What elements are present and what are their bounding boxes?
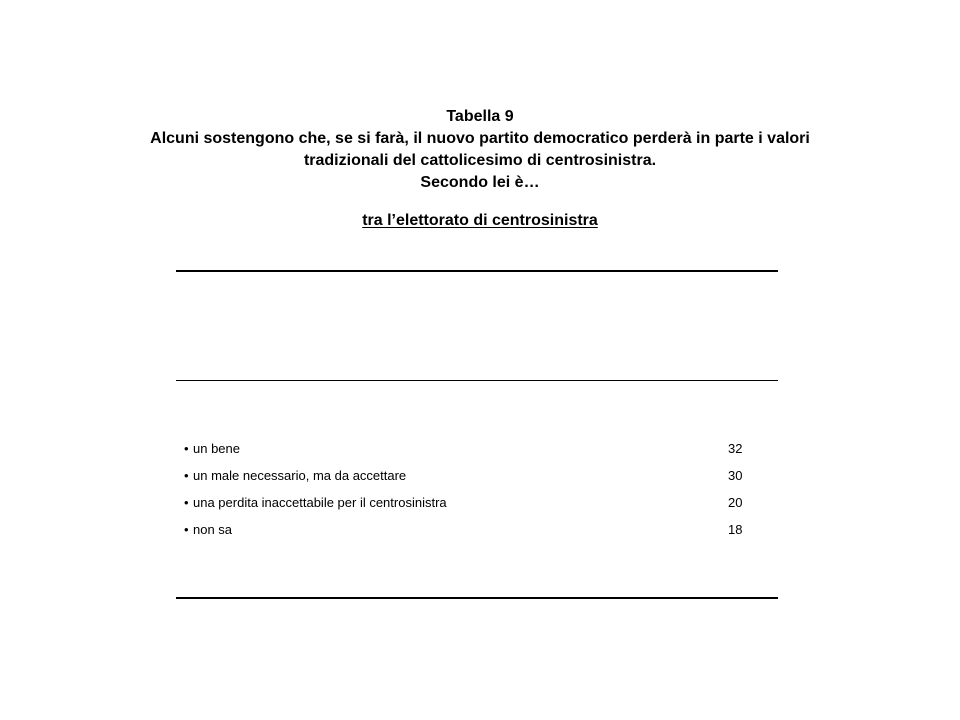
bullet-icon: • [184,468,189,483]
row-label: un male necessario, ma da accettare [193,468,407,483]
question-line-1: Alcuni sostengono che, se si farà, il nuovo partito democratico perderà in parte i valori [150,130,810,147]
row-label: una perdita inaccettabile per il centrosinistra [193,495,447,510]
question-line-2: tradizionali del cattolicesimo di centrosinistra. [303,152,657,169]
table-row [184,467,764,494]
bottom-rule [176,597,778,599]
bullet-icon: • [184,495,189,510]
bullet-icon: • [184,522,189,537]
table-row [184,494,764,521]
table-number: Tabella 9 [446,108,514,125]
table-row [184,521,764,548]
header-rule [176,380,778,381]
row-value: 32 [728,441,743,456]
table-body [184,440,764,548]
table-subtitle-container [0,211,960,231]
table-row [184,440,764,467]
row-value: 30 [728,468,743,483]
row-value: 18 [728,522,743,537]
row-label: un bene [193,441,240,456]
table-subtitle: tra l’elettorato di centrosinistra [362,212,598,229]
row-value: 20 [728,495,743,510]
row-label: non sa [193,522,233,537]
question-line-3: Secondo lei è… [420,174,540,191]
bullet-icon: • [184,441,189,456]
table-title-block [0,106,960,194]
top-rule [176,270,778,272]
